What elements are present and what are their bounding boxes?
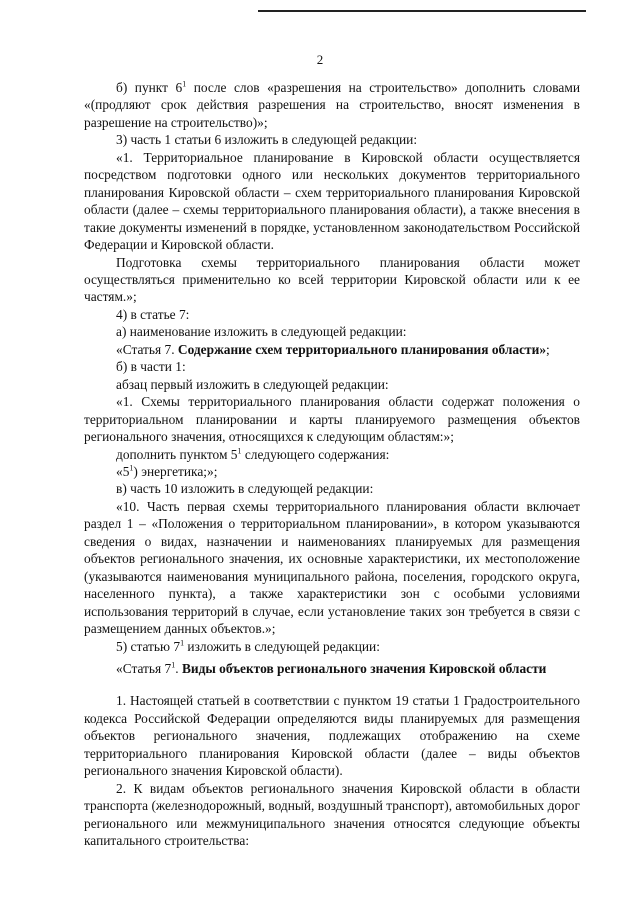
paragraph: Подготовка схемы территориального планирования области может осуществляться применительно ко всей территории Кировской области или к ее частям.»;: [84, 254, 580, 305]
paragraph: б) в части 1:: [116, 359, 186, 375]
paragraph: «1. Территориальное планирование в Кировской области осуществляется посредством подготовки одного или нескольких документов территориального планирования Кировской области – схем территориального планирования Кировской области (далее – схемы территориального планирования области), а также внесения в такие документы изменений в порядке, установленном законодательством Российской Федерации и Кировской области.: [84, 149, 580, 253]
paragraph: «10. Часть первая схемы территориального планирования области включает раздел 1 – «Положения о территориальном планировании», в котором указываются сведения о видах, назначении и наименованиях планируемых для размещения объектов регионального значения, их основные характеристики, их местоположение (указываются наименования муниципального района, поселения, городского округа, населенного пункта), а также характеристики зон с особыми условиями использования территорий в случае, если установление таких зон требуется в связи с размещением данных объектов.»;: [84, 498, 580, 637]
paragraph: «$5^1$) энергетика;»;: [116, 463, 218, 479]
paragraph: б) пункт $6^1$ после слов «разрешения на строительство» дополнить словами «(продляют срок действия разрешения на строительство, вносят изменения в разрешение на строительство)»;: [84, 79, 580, 130]
paragraph: 4) в статье 7:: [116, 306, 190, 322]
paragraph: 2. К видам объектов регионального значения Кировской области в области транспорта (железнодорожный, водный, воздушный транспорт), автомобильных дорог регионального или межмуниципального значения относятся следующие объекты капитального строительства:: [84, 780, 580, 849]
paragraph: абзац первый изложить в следующей редакции:: [116, 376, 389, 392]
paragraph: «1. Схемы территориального планирования области содержат положения о территориальном планировании и карты планируемого размещения объектов регионального значения, относящихся к следующим областям:»;: [84, 394, 580, 445]
article-heading: «Статья $7^1$. Виды объектов регионального значения Кировской области: [116, 660, 547, 676]
paragraph: 5) статью $7^1$ изложить в следующей редакции:: [116, 638, 380, 654]
paragraph: 3) часть 1 статьи 6 изложить в следующей редакции:: [116, 132, 418, 148]
page-number: 2: [316, 52, 324, 67]
header-rule: [258, 10, 586, 12]
paragraph: дополнить пунктом $5^1$ следующего содержания:: [116, 446, 390, 462]
document-body: [84, 79, 580, 849]
paragraph: в) часть 10 изложить в следующей редакции:: [116, 481, 374, 497]
article-heading: «Статья 7. Содержание схем территориального планирования области»;: [116, 341, 550, 357]
paragraph: а) наименование изложить в следующей редакции:: [116, 324, 407, 340]
paragraph: 1. Настоящей статьей в соответствии с пунктом 19 статьи 1 Градостроительного кодекса Российской Федерации определяются виды планируемых для размещения объектов регионального значения, подлежащих отображению на схеме территориального планирования Кировской области (далее – виды объектов регионального значения Кировской области).: [84, 693, 580, 779]
